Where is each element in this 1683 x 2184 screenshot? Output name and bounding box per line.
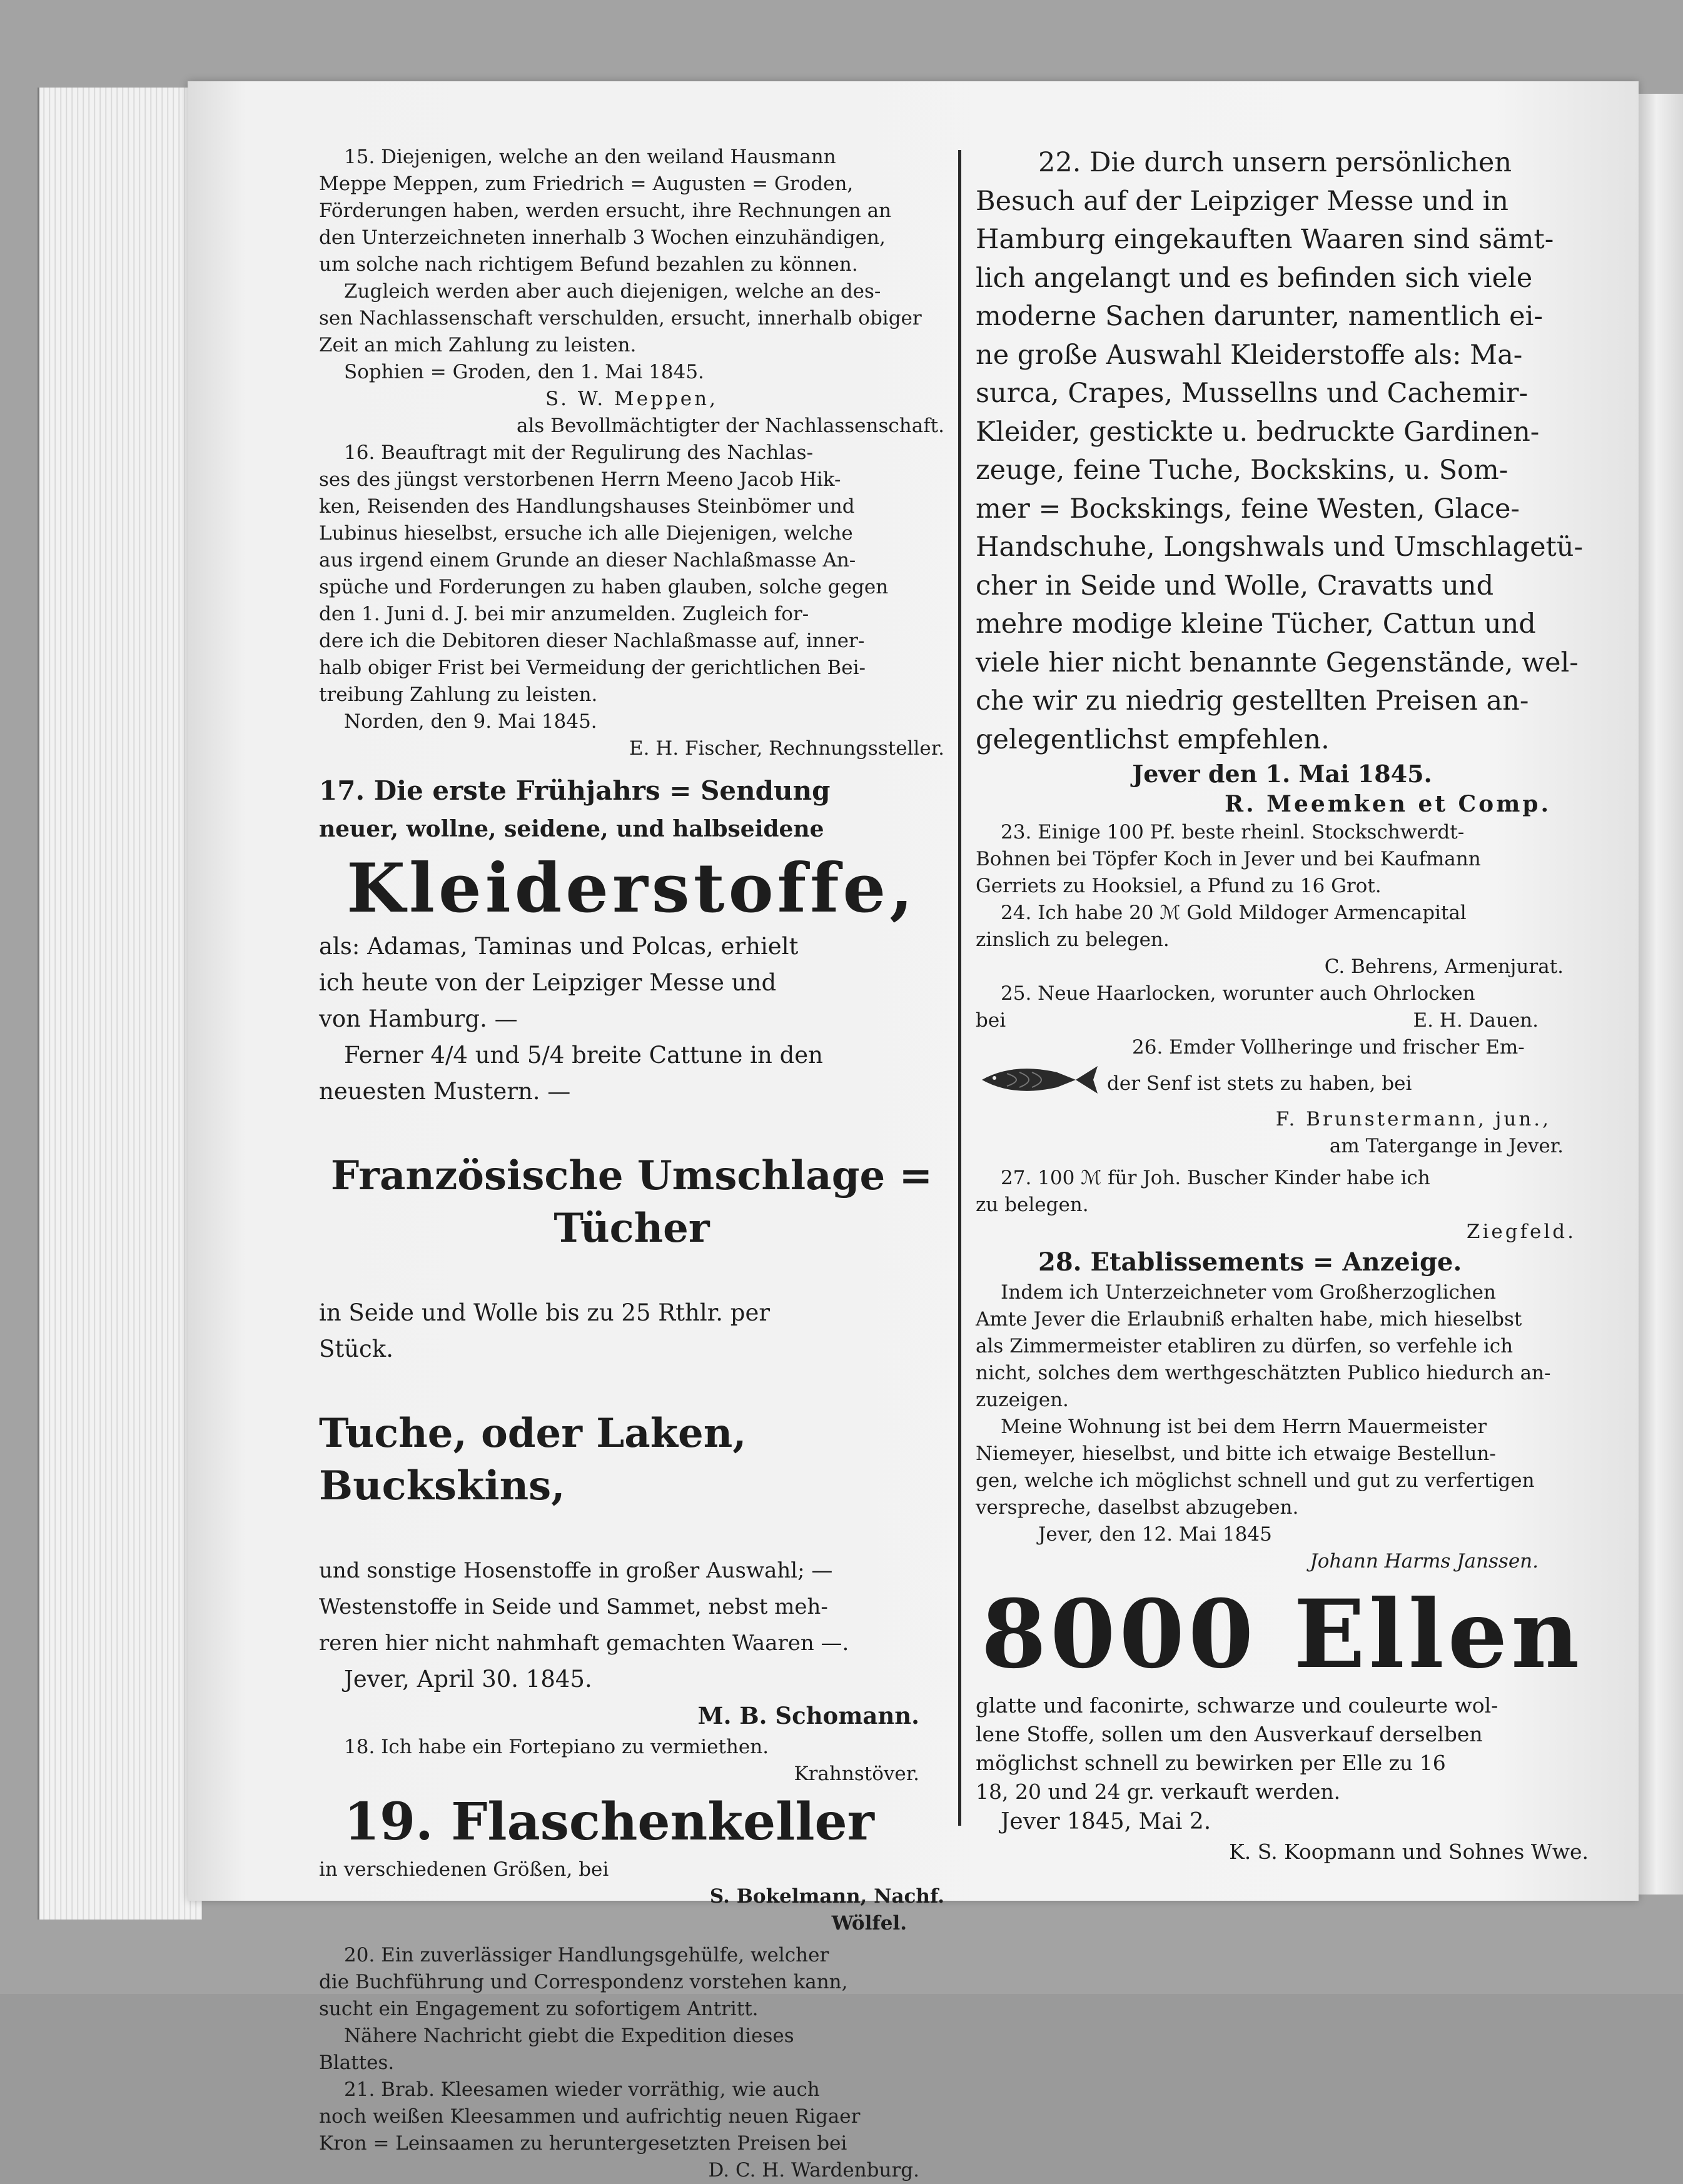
ad-signer-2: Wölfel.	[831, 1912, 907, 1935]
ad-place-date: Jever, April 30. 1845.	[344, 1666, 592, 1693]
text-line: treibung Zahlung zu leisten.	[319, 683, 598, 706]
text-line: noch weißen Kleesammen und aufrichtig neuen Rigaer	[319, 2105, 861, 2128]
text-line: den Unterzeichneten innerhalb 3 Wochen einzuhändigen,	[319, 226, 886, 249]
text-line: Ferner 4/4 und 5/4 breite Cattune in den	[344, 1042, 824, 1069]
ad-title-kleiderstoffe: Kleiderstoffe,	[346, 849, 917, 928]
ad-place-date: Jever 1845, Mai 2.	[1001, 1809, 1211, 1834]
text-line: zeuge, feine Tuche, Bockskins, u. Som-	[976, 455, 1509, 486]
text-line: 18. Ich habe ein Fortepiano zu vermiethen.	[344, 1736, 769, 1758]
text-line: in verschiedenen Größen, bei	[319, 1858, 609, 1881]
text-line: sen Nachlassenschaft verschulden, ersucht, innerhalb obiger	[319, 307, 922, 330]
text-line: dere ich die Debitoren dieser Nachlaßmasse auf, inner-	[319, 630, 865, 652]
text-line: 24. Ich habe 20 ℳ Gold Mildoger Armencapital	[1001, 902, 1467, 924]
text-line: 25. Neue Haarlocken, worunter auch Ohrlocken	[1001, 982, 1475, 1005]
text-line: mehre modige kleine Tücher, Cattun und	[976, 608, 1536, 640]
text-line: neuesten Mustern. —	[319, 1078, 571, 1105]
text-line-with-fish	[976, 1061, 1589, 1106]
notice-23	[976, 819, 1589, 900]
notice-place-date: Sophien = Groden, den 1. Mai 1845.	[344, 361, 704, 383]
ad-headline: 17. Die erste Frühjahrs = Sendung	[319, 775, 831, 806]
ad-title-tuche: Tuche, oder Laken, Buckskins,	[319, 1410, 747, 1509]
text-line: die Buchführung und Correspondenz vorstehen kann,	[319, 1971, 848, 1993]
text-line: Zeit an mich Zahlung zu leisten.	[319, 334, 637, 356]
ad-title-etablissements-anzeige: 28. Etablissements = Anzeige.	[1038, 1247, 1462, 1277]
notice-signer: D. C. H. Wardenburg.	[708, 2159, 919, 2181]
text-line: von Hamburg. —	[319, 1005, 518, 1032]
text-line: Stück.	[319, 1336, 393, 1362]
notice-15	[319, 144, 944, 440]
notice-21	[319, 2076, 944, 2184]
text-line: mer = Bockskings, feine Westen, Glace-	[976, 493, 1520, 525]
text-line: che wir zu niedrig gestellten Preisen an-	[976, 685, 1529, 717]
ad-17-kleiderstoffe	[319, 771, 944, 1734]
text-line: um solche nach richtigem Befund bezahlen zu können.	[319, 253, 858, 276]
notice-18	[319, 1734, 944, 1788]
notice-signer: Krahnstöver.	[794, 1763, 919, 1785]
text-line: verspreche, daselbst abzugeben.	[976, 1496, 1299, 1519]
ad-title-8000-ellen: 8000 Ellen	[981, 1579, 1584, 1689]
text-line: Amte Jever die Erlaubniß erhalten habe, mich hieselbst	[976, 1308, 1522, 1331]
notice-signer: F. Brunstermann, jun.,	[1275, 1108, 1551, 1130]
text-line: Handschuhe, Longshwals und Umschlagetü-	[976, 531, 1584, 563]
text-word: bei	[976, 1009, 1006, 1032]
text-line: nicht, solches dem werthgeschätzten Publico hiedurch an-	[976, 1362, 1551, 1384]
text-line: ich heute von der Leipziger Messe und	[319, 969, 777, 996]
text-line: zinslich zu belegen.	[976, 928, 1170, 951]
text-line: 15. Diejenigen, welche an den weiland Hausmann	[344, 146, 836, 168]
text-line: 26. Emder Vollheringe und frischer Em-	[1132, 1036, 1525, 1059]
text-line: und sonstige Hosenstoffe in großer Auswahl; —	[319, 1558, 833, 1583]
book-right-edge	[1639, 94, 1683, 1895]
text-fragment: der Senf ist stets zu haben, bei	[1107, 1072, 1412, 1095]
text-line: gelegentlichst empfehlen.	[976, 723, 1330, 755]
text-line: den 1. Juni d. J. bei mir anzumelden. Zugleich for-	[319, 603, 809, 625]
text-line: Bohnen bei Töpfer Koch in Jever und bei Kaufmann	[976, 848, 1481, 870]
notice-24	[976, 900, 1589, 980]
text-line: halb obiger Frist bei Vermeidung der gerichtlichen Bei-	[319, 657, 866, 679]
notice-16	[319, 440, 944, 762]
text-line: möglichst schnell zu bewirken per Elle zu 16	[976, 1751, 1446, 1775]
notice-27	[976, 1165, 1589, 1245]
right-column	[976, 144, 1589, 1866]
ad-22-meemken	[976, 144, 1589, 819]
notice-signer: Ziegfeld.	[1466, 1220, 1576, 1243]
text-line: Kron = Leinsaamen zu heruntergesetzten Preisen bei	[319, 2132, 847, 2155]
text-line: Besuch auf der Leipziger Messe und in	[976, 185, 1509, 217]
ad-29-ellen	[976, 1581, 1589, 1866]
text-line: Westenstoffe in Seide und Sammet, nebst meh-	[319, 1594, 828, 1619]
text-line: 16. Beauftragt mit der Regulirung des Nachlas-	[344, 441, 814, 464]
text-line: 18, 20 und 24 gr. verkauft werden.	[976, 1779, 1341, 1804]
text-line: Hamburg eingekauften Waaren sind sämt-	[976, 224, 1554, 255]
notice-signer-line	[976, 1007, 1589, 1034]
text-line: als: Adamas, Taminas und Polcas, erhielt	[319, 933, 799, 960]
ad-19-flaschenkeller	[319, 1788, 944, 1937]
ad-signer: Johann Harms Janssen.	[1310, 1550, 1539, 1573]
text-line: 21. Brab. Kleesamen wieder vorräthig, wie auch	[344, 2078, 820, 2101]
ad-place-date: Jever, den 12. Mai 1845	[1038, 1523, 1272, 1546]
notice-20	[319, 1942, 944, 2076]
ad-signer: M. B. Schomann.	[697, 1702, 919, 1729]
text-line: lene Stoffe, sollen um den Ausverkauf derselben	[976, 1722, 1483, 1746]
text-line: lich angelangt und es befinden sich viele	[976, 262, 1533, 294]
notice-place-date: Norden, den 9. Mai 1845.	[344, 710, 597, 733]
text-line: glatte und faconirte, schwarze und couleurte wol-	[976, 1693, 1499, 1718]
text-line: 27. 100 ℳ für Joh. Buscher Kinder habe ich	[1001, 1167, 1430, 1189]
text-line: Kleider, gestickte u. bedruckte Gardinen-	[976, 416, 1540, 448]
ad-subheadline: neuer, wollne, seidene, und halbseidene	[319, 816, 824, 842]
text-line: Blattes.	[319, 2051, 395, 2074]
text-line: in Seide und Wolle bis zu 25 Rthlr. per	[319, 1299, 771, 1326]
text-line: Gerriets zu Hooksiel, a Pfund zu 16 Grot.	[976, 875, 1382, 897]
notice-25	[976, 980, 1589, 1034]
text-line: viele hier nicht benannte Gegenstände, wel-	[976, 647, 1579, 678]
text-line: Meppe Meppen, zum Friedrich = Augusten = Groden,	[319, 173, 854, 195]
ad-28-etablissement	[976, 1245, 1589, 1575]
notice-26	[976, 1034, 1589, 1160]
notice-signer: S. W. Meppen,	[545, 388, 718, 410]
ad-place-date: Jever den 1. Mai 1845.	[1132, 760, 1432, 788]
notice-signer: C. Behrens, Armenjurat.	[1324, 955, 1564, 978]
text-line: Zugleich werden aber auch diejenigen, welche an des-	[344, 280, 881, 303]
text-line: ken, Reisenden des Handlungshauses Steinbömer und	[319, 495, 855, 518]
column-divider	[958, 150, 961, 1826]
notice-signer-place: am Tatergange in Jever.	[1329, 1135, 1564, 1157]
text-line: als Zimmermeister etabliren zu dürfen, so verfehle ich	[976, 1335, 1514, 1357]
text-line: gen, welche ich möglichst schnell und gut zu verfertigen	[976, 1469, 1535, 1492]
text-line: moderne Sachen darunter, namentlich ei-	[976, 301, 1543, 332]
notice-signer: E. H. Fischer, Rechnungssteller.	[629, 737, 944, 760]
text-line: ne große Auswahl Kleiderstoffe als: Ma-	[976, 339, 1523, 371]
ad-signer: R. Meemken et Comp.	[1225, 791, 1551, 817]
text-line: 23. Einige 100 Pf. beste rheinl. Stockschwerdt-	[1001, 821, 1465, 843]
text-line: sucht ein Engagement zu sofortigem Antritt.	[319, 1998, 759, 2020]
text-line: aus irgend einem Grunde an dieser Nachlaßmasse An-	[319, 549, 856, 571]
text-line: Niemeyer, hieselbst, und bitte ich etwaige Bestellun-	[976, 1442, 1496, 1465]
text-line: Förderungen haben, werden ersucht, ihre Rechnungen an	[319, 199, 892, 222]
text-line: 20. Ein zuverlässiger Handlungsgehülfe, welcher	[344, 1944, 829, 1966]
text-line: zu belegen.	[976, 1194, 1089, 1216]
text-line: 22. Die durch unsern persönlichen	[1038, 147, 1512, 178]
text-line: Lubinus hieselbst, ersuche ich alle Diejenigen, welche	[319, 522, 853, 545]
ad-title-umschlage-tuecher: Französische Umschlage = Tücher	[330, 1152, 933, 1252]
ad-title-flaschenkeller: 19. Flaschenkeller	[344, 1792, 874, 1852]
ad-signer: K. S. Koopmann und Sohnes Wwe.	[1229, 1839, 1589, 1864]
text-line: cher in Seide und Wolle, Cravatts und	[976, 570, 1494, 601]
text-line: zuzeigen.	[976, 1389, 1069, 1411]
left-column	[319, 144, 944, 2184]
notice-signer-role: als Bevollmächtigter der Nachlassenschaft.	[516, 415, 944, 437]
book-page-edges	[38, 88, 202, 1920]
text-line: spüche und Forderungen zu haben glauben, solche gegen	[319, 576, 889, 598]
fish-icon	[976, 1061, 1101, 1106]
text-line: Indem ich Unterzeichneter vom Großherzoglichen	[1001, 1281, 1496, 1304]
text-line: reren hier nicht nahmhaft gemachten Waaren —.	[319, 1631, 849, 1656]
text-line: surca, Crapes, Mussellns und Cachemir-	[976, 378, 1529, 409]
notice-signer: E. H. Dauen.	[1413, 1009, 1539, 1032]
text-line: Nähere Nachricht giebt die Expedition dieses	[344, 2025, 794, 2047]
ad-signer: S. Bokelmann, Nachf.	[709, 1885, 944, 1908]
text-line: Meine Wohnung ist bei dem Herrn Mauermeister	[1001, 1416, 1487, 1438]
text-line: ses des jüngst verstorbenen Herrn Meeno Jacob Hik-	[319, 468, 841, 491]
